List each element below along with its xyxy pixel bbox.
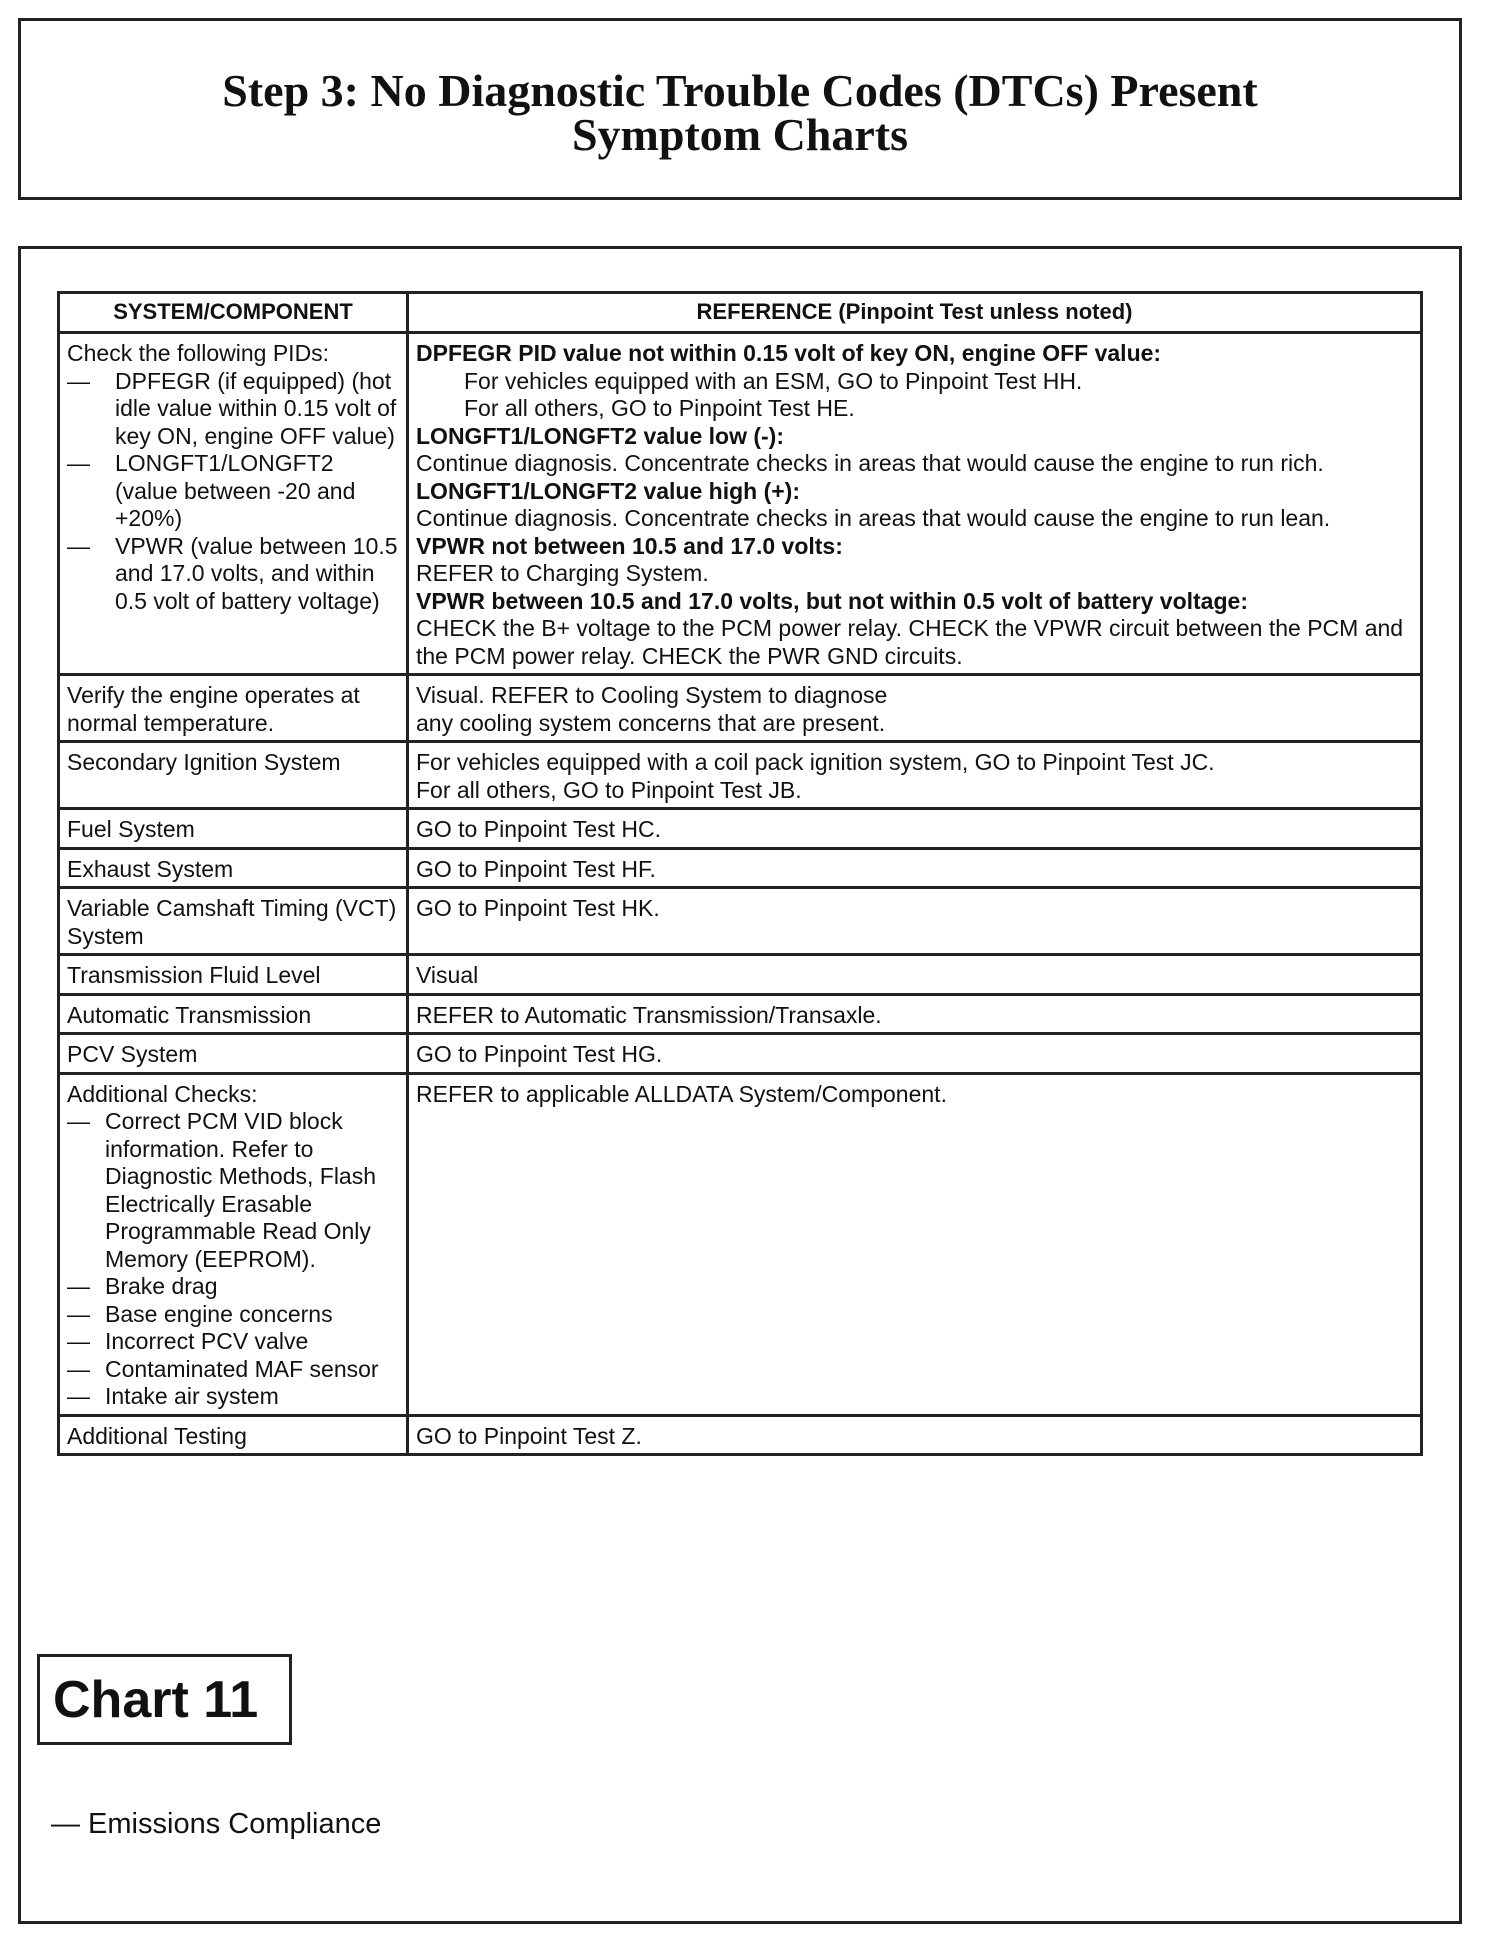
longft-low-heading: LONGFT1/LONGFT2 value low (-): [416, 422, 784, 449]
header-system-component: SYSTEM/COMPONENT [59, 293, 408, 333]
dash-mark: — [67, 1300, 90, 1327]
pids-intro: Check the following PIDs: [67, 340, 330, 366]
dash-mark: — [67, 1383, 90, 1409]
pid-item [67, 368, 400, 451]
system-cell: Automatic Transmission [59, 994, 408, 1034]
dash-mark: — [67, 532, 90, 559]
check-item [67, 1301, 400, 1329]
reference-cell: GO to Pinpoint Test Z. [408, 1415, 1422, 1455]
reference-cell [408, 742, 1422, 809]
check-item [67, 1356, 400, 1384]
vpwr-range-heading: VPWR not between 10.5 and 17.0 volts: [416, 532, 843, 559]
dash-mark: — [67, 1273, 90, 1299]
reference-line: For all others, GO to Pinpoint Test JB. [416, 776, 802, 803]
table-row [59, 888, 1422, 955]
pids-cell [59, 333, 408, 675]
check-item-text: Intake air system [105, 1383, 279, 1409]
check-item-text: Brake drag [105, 1273, 218, 1299]
table-row [59, 955, 1422, 995]
dash-mark: — [67, 1328, 90, 1354]
reference-cell: GO to Pinpoint Test HC. [408, 809, 1422, 849]
longft-low-text: Continue diagnosis. Concentrate checks in areas that would cause the engine to run rich. [416, 450, 1324, 476]
system-cell: Transmission Fluid Level [59, 955, 408, 995]
system-cell: Secondary Ignition System [59, 742, 408, 809]
dash-mark: — [67, 367, 90, 394]
dash-mark: — [67, 1108, 90, 1134]
reference-line: Visual. REFER to Cooling System to diagnose [416, 682, 888, 708]
vpwr-battery-text: CHECK the B+ voltage to the PCM power relay. CHECK the VPWR circuit between the PCM and the PCM power relay. CHECK the PWR GND circuits. [416, 615, 1404, 669]
symptom-table [57, 291, 1423, 1456]
table-row-additional-checks [59, 1073, 1422, 1415]
vpwr-battery-heading: VPWR between 10.5 and 17.0 volts, but not within 0.5 volt of battery voltage: [416, 587, 1248, 614]
title-box [18, 18, 1462, 200]
check-item-text: Contaminated MAF sensor [105, 1355, 379, 1382]
vpwr-range-text: REFER to Charging System. [416, 560, 709, 586]
dash-mark: — [67, 450, 90, 476]
pids-reference-cell [408, 333, 1422, 675]
table-row-additional-testing [59, 1415, 1422, 1455]
chart-number-box [37, 1654, 292, 1745]
additional-checks-intro: Additional Checks: [67, 1080, 258, 1107]
dpfegr-heading: DPFEGR PID value not within 0.15 volt of key ON, engine OFF value: [416, 340, 1162, 366]
longft-high-text: Continue diagnosis. Concentrate checks in areas that would cause the engine to run lean. [416, 505, 1331, 531]
reference-cell: REFER to applicable ALLDATA System/Component. [408, 1073, 1422, 1415]
table-header-row [59, 293, 1422, 333]
check-item-text: Correct PCM VID block information. Refer to Diagnostic Methods, Flash Electrically Erasable Programmable Read Only Memory (EEPROM). [105, 1108, 377, 1272]
reference-cell [408, 675, 1422, 742]
dpfegr-others-text: For all others, GO to Pinpoint Test HE. [464, 395, 855, 421]
emissions-compliance-item: — Emissions Compliance [51, 1808, 382, 1840]
check-item-text: Incorrect PCV valve [105, 1328, 309, 1354]
system-cell: Verify the engine operates at normal temperature. [59, 675, 408, 742]
check-item-text: Base engine concerns [105, 1300, 333, 1327]
table-row [59, 994, 1422, 1034]
system-cell: Variable Camshaft Timing (VCT) System [59, 888, 408, 955]
table-row [59, 809, 1422, 849]
check-item [67, 1273, 400, 1301]
system-cell: Additional Testing [59, 1415, 408, 1455]
table-row [59, 1034, 1422, 1074]
pid-item-text: DPFEGR (if equipped) (hot idle value within 0.15 volt of key ON, engine OFF value) [115, 367, 397, 449]
reference-cell: Visual [408, 955, 1422, 995]
reference-line: For vehicles equipped with a coil pack ignition system, GO to Pinpoint Test JC. [416, 749, 1215, 775]
pid-item-text: LONGFT1/LONGFT2 (value between -20 and +20%) [115, 450, 356, 531]
check-item [67, 1328, 400, 1356]
additional-checks-cell [59, 1073, 408, 1415]
chart-box [18, 246, 1462, 1924]
check-item [67, 1108, 400, 1273]
table-row-pids [59, 333, 1422, 675]
dash-mark: — [67, 1355, 90, 1382]
title-line-2: Symptom Charts [571, 109, 909, 160]
system-cell: PCV System [59, 1034, 408, 1074]
chart-number: Chart 11 [53, 1671, 259, 1729]
pid-item [67, 450, 400, 533]
page-title [21, 65, 1459, 160]
longft-high-heading: LONGFT1/LONGFT2 value high (+): [416, 477, 800, 504]
table-row-ignition [59, 742, 1422, 809]
pid-item-text: VPWR (value between 10.5 and 17.0 volts, and within 0.5 volt of battery voltage) [115, 532, 398, 614]
table-row-temperature [59, 675, 1422, 742]
title-line-1: Step 3: No Diagnostic Trouble Codes (DTCs) Present [222, 65, 1258, 116]
reference-cell: GO to Pinpoint Test HK. [408, 888, 1422, 955]
table-row [59, 848, 1422, 888]
dpfegr-esm-text: For vehicles equipped with an ESM, GO to Pinpoint Test HH. [464, 367, 1083, 394]
system-cell: Fuel System [59, 809, 408, 849]
check-item [67, 1383, 400, 1411]
system-cell: Exhaust System [59, 848, 408, 888]
reference-cell: REFER to Automatic Transmission/Transaxle. [408, 994, 1422, 1034]
reference-line: any cooling system concerns that are present. [416, 709, 886, 736]
reference-cell: GO to Pinpoint Test HF. [408, 848, 1422, 888]
reference-cell: GO to Pinpoint Test HG. [408, 1034, 1422, 1074]
header-reference: REFERENCE (Pinpoint Test unless noted) [408, 293, 1422, 333]
pid-item [67, 533, 400, 616]
